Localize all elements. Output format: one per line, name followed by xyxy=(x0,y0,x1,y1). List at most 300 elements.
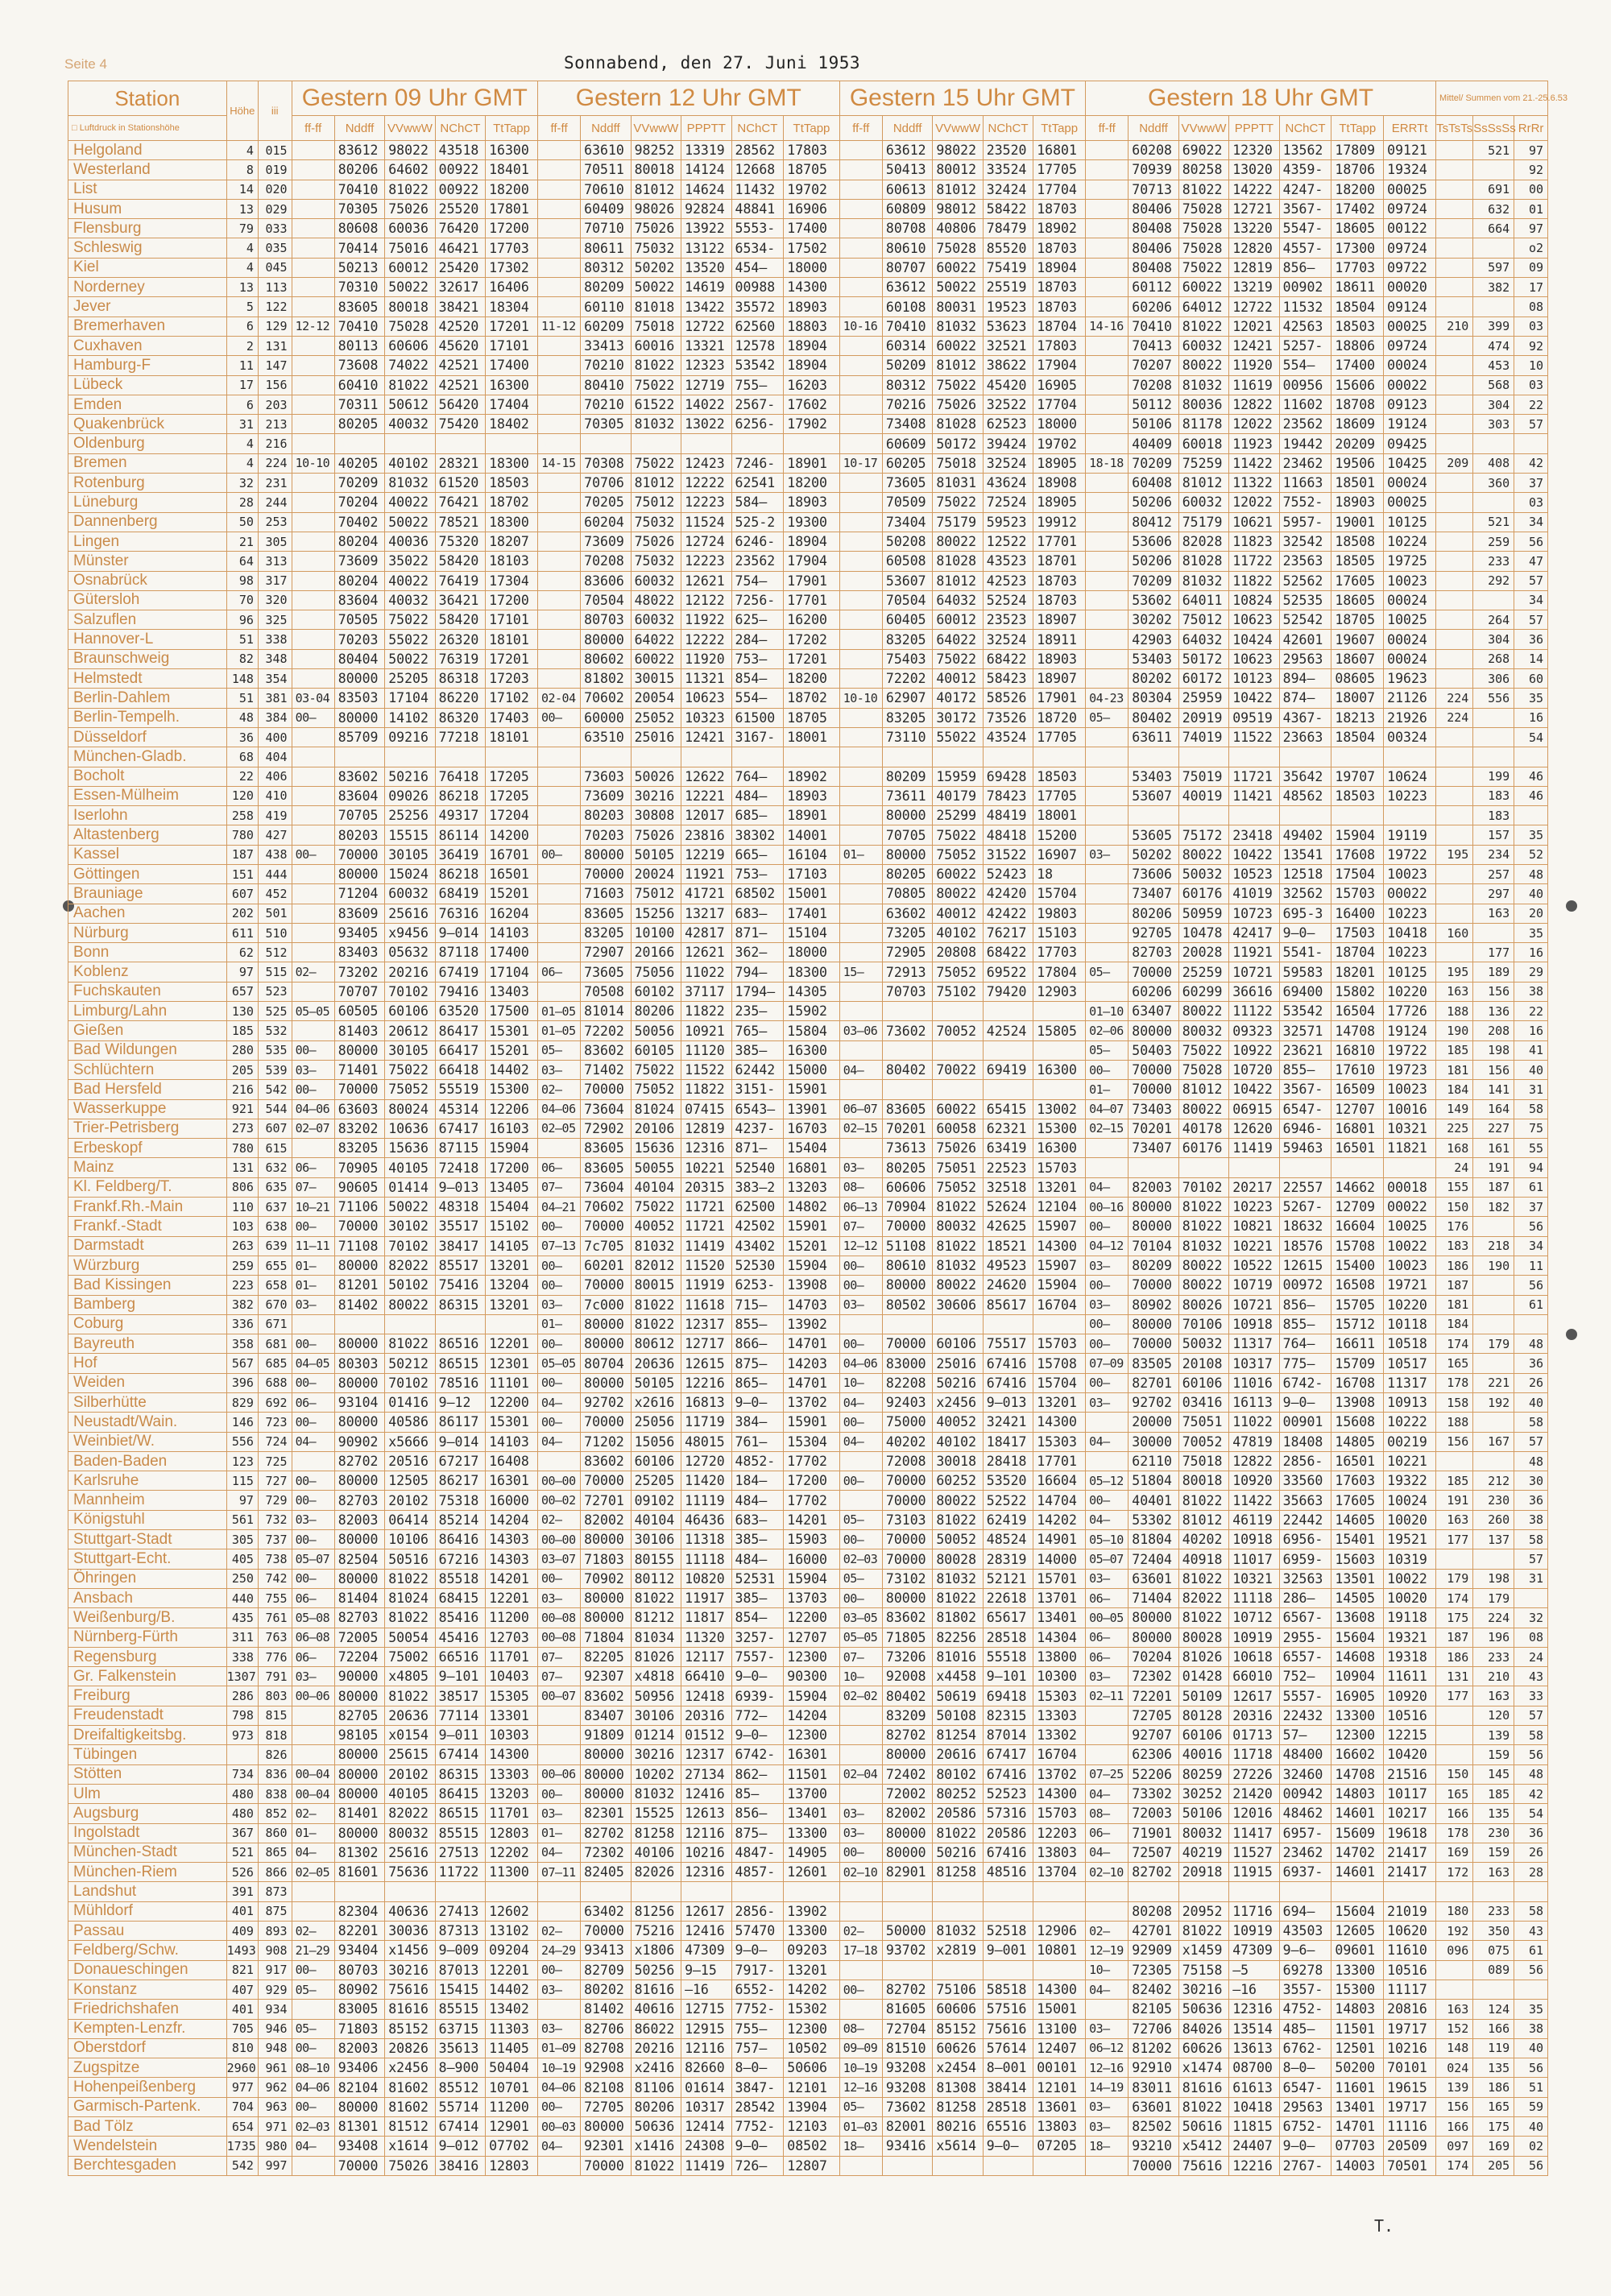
obs-cell xyxy=(983,1314,1033,1334)
station-height: 13 xyxy=(226,278,258,297)
obs-cell: 11721 xyxy=(1229,767,1279,786)
summary-cell: 165 xyxy=(1436,1784,1473,1803)
obs-cell: 40202 xyxy=(882,1432,932,1451)
obs-cell: 25615 xyxy=(385,1745,435,1764)
obs-cell: 35572 xyxy=(731,297,784,316)
obs-cell: 59583 xyxy=(1279,962,1331,982)
summary-cell: 521 xyxy=(1473,141,1514,160)
station-height: 821 xyxy=(226,1960,258,1980)
obs-cell: 05— xyxy=(537,1040,580,1060)
obs-cell: 12201 xyxy=(486,1960,538,1980)
obs-cell: 10321 xyxy=(1384,1119,1436,1138)
obs-cell: 17803 xyxy=(784,141,839,160)
obs-cell: 18704 xyxy=(1331,943,1384,962)
obs-cell: 03— xyxy=(537,1060,580,1079)
obs-cell: 30106 xyxy=(631,1706,681,1725)
obs-cell: 10422 xyxy=(1229,845,1279,864)
obs-cell xyxy=(292,1706,334,1725)
obs-cell: 13204 xyxy=(486,1276,538,1295)
station-number: 946 xyxy=(258,2019,292,2038)
obs-cell: 871— xyxy=(731,1139,784,1158)
obs-cell: 19702 xyxy=(784,180,839,199)
obs-cell: 81022 xyxy=(1178,1491,1228,1510)
obs-cell: 15201 xyxy=(784,1236,839,1256)
table-row xyxy=(68,552,1548,571)
obs-cell: 83605 xyxy=(882,1099,932,1119)
obs-cell: 15701 xyxy=(1033,1569,1086,1588)
obs-cell: 50413 xyxy=(882,160,932,180)
obs-cell xyxy=(1086,1882,1129,1901)
summary-cell: 691 xyxy=(1473,180,1514,199)
station-name: Dannenberg xyxy=(68,512,227,532)
obs-cell: 00024 xyxy=(1384,590,1436,610)
station-height: 409 xyxy=(226,1922,258,1941)
obs-cell: 75052 xyxy=(933,845,983,864)
obs-cell: 74019 xyxy=(1178,727,1228,747)
obs-cell: 40032 xyxy=(385,415,435,434)
obs-cell: 92824 xyxy=(681,199,731,218)
summary-cell: 35 xyxy=(1514,923,1548,942)
obs-cell: 00024 xyxy=(1384,649,1436,668)
obs-cell: 25016 xyxy=(631,727,681,747)
obs-cell: 17704 xyxy=(1033,395,1086,414)
obs-cell: 72404 xyxy=(1129,1549,1178,1569)
obs-cell: 69278 xyxy=(1279,1960,1331,1980)
obs-cell xyxy=(537,493,580,512)
obs-cell: 00022 xyxy=(1384,375,1436,395)
obs-cell: 48462 xyxy=(1279,1804,1331,1823)
obs-cell: 93406 xyxy=(334,2058,384,2078)
obs-cell: 60102 xyxy=(631,982,681,1001)
summary-cell: 208 xyxy=(1473,1021,1514,1040)
summary-cell: 163 xyxy=(1473,1686,1514,1706)
station-number: 244 xyxy=(258,493,292,512)
obs-cell: 73603 xyxy=(581,767,631,786)
summary-cell: 61 xyxy=(1514,1941,1548,1960)
obs-cell: 42521 xyxy=(435,375,485,395)
obs-cell: 82405 xyxy=(581,1863,631,1882)
summary-cell: 52 xyxy=(1514,845,1548,864)
obs-cell: 15— xyxy=(839,962,882,982)
table-row xyxy=(68,258,1548,277)
summary-cell: 161 xyxy=(1473,1139,1514,1158)
obs-cell: 08— xyxy=(839,2019,882,2038)
obs-cell: 80602 xyxy=(581,649,631,668)
obs-cell: 15603 xyxy=(1331,1549,1384,1569)
obs-cell: 59463 xyxy=(1279,1139,1331,1158)
obs-cell: 13520 xyxy=(681,258,731,277)
obs-cell: 45416 xyxy=(435,1628,485,1647)
obs-cell: 694— xyxy=(1279,1901,1331,1921)
obs-cell: 17602 xyxy=(784,395,839,414)
obs-cell: 17302 xyxy=(486,258,538,277)
obs-cell: 18705 xyxy=(784,708,839,727)
station-name: Cuxhaven xyxy=(68,336,227,355)
obs-cell: 93408 xyxy=(334,2137,384,2156)
obs-cell: 72418 xyxy=(435,1158,485,1177)
table-row xyxy=(68,904,1548,923)
obs-cell: 80032 xyxy=(385,1823,435,1843)
summary-cell xyxy=(1473,1276,1514,1295)
obs-cell: 12807 xyxy=(784,2156,839,2175)
obs-cell: 01428 xyxy=(1178,1667,1228,1686)
summary-cell: 185 xyxy=(1473,1784,1514,1803)
obs-cell: 75028 xyxy=(1178,238,1228,258)
obs-cell xyxy=(537,552,580,571)
obs-cell: 52524 xyxy=(983,590,1033,610)
obs-cell: 6742- xyxy=(1279,1373,1331,1392)
obs-cell: 47309 xyxy=(681,1941,731,1960)
summary-cell: 198 xyxy=(1473,1569,1514,1588)
obs-cell: 85152 xyxy=(385,2019,435,2038)
obs-cell: 75179 xyxy=(1178,512,1228,532)
obs-cell: 235— xyxy=(731,1002,784,1021)
obs-cell: 20108 xyxy=(1178,1354,1228,1373)
obs-cell: 52542 xyxy=(1279,610,1331,630)
summary-cell: 233 xyxy=(1473,1647,1514,1666)
obs-cell: 72705 xyxy=(1129,1706,1178,1725)
obs-cell: 81012 xyxy=(1178,1080,1228,1099)
obs-cell: 82703 xyxy=(1129,943,1178,962)
table-row xyxy=(68,532,1548,551)
obs-cell: 15901 xyxy=(784,1217,839,1236)
obs-cell: 81616 xyxy=(385,2000,435,2019)
station-name: Dreifaltigkeitsbg. xyxy=(68,1726,227,1745)
summary-cell: 191 xyxy=(1436,1491,1473,1510)
obs-cell: 86516 xyxy=(435,1334,485,1354)
station-header: Station xyxy=(68,81,227,116)
obs-cell: 50052 xyxy=(933,1530,983,1549)
obs-cell: 775— xyxy=(1279,1354,1331,1373)
obs-cell: 40022 xyxy=(385,571,435,590)
obs-cell: 10217 xyxy=(1384,1804,1436,1823)
obs-cell: 20636 xyxy=(385,1706,435,1725)
obs-cell: 47309 xyxy=(1229,1941,1279,1960)
obs-cell: 18300 xyxy=(486,512,538,532)
summary-cell: 37 xyxy=(1514,474,1548,493)
station-name: Bremerhaven xyxy=(68,316,227,336)
obs-cell: 17705 xyxy=(1033,786,1086,805)
station-name: Regensburg xyxy=(68,1647,227,1666)
station-name: Augsburg xyxy=(68,1804,227,1823)
obs-cell: 15904 xyxy=(784,1256,839,1275)
obs-cell: 70504 xyxy=(882,590,932,610)
obs-cell: 75022 xyxy=(933,493,983,512)
obs-cell: 81258 xyxy=(933,1863,983,1882)
obs-cell: 50105 xyxy=(631,1373,681,1392)
obs-cell: 18706 xyxy=(1331,160,1384,180)
obs-cell xyxy=(537,923,580,942)
obs-cell: 80707 xyxy=(882,258,932,277)
obs-cell: 75616 xyxy=(385,1980,435,1999)
obs-cell: 80000 xyxy=(581,1784,631,1803)
summary-cell: 556 xyxy=(1473,689,1514,708)
obs-cell: 81022 xyxy=(385,375,435,395)
obs-cell: 2567- xyxy=(731,395,784,414)
obs-cell: 05— xyxy=(839,1510,882,1529)
table-row xyxy=(68,1393,1548,1413)
obs-cell xyxy=(1384,806,1436,825)
obs-cell: 73602 xyxy=(882,1021,932,1040)
obs-cell: 00902 xyxy=(1279,278,1331,297)
obs-cell: 80015 xyxy=(631,1276,681,1295)
obs-cell: 67419 xyxy=(435,962,485,982)
obs-cell: 70000 xyxy=(334,1080,384,1099)
obs-cell xyxy=(334,747,384,767)
obs-cell: 00— xyxy=(292,1530,334,1549)
table-row xyxy=(68,1314,1548,1334)
obs-cell: 12300 xyxy=(784,2019,839,2038)
obs-cell: 14222 xyxy=(1229,180,1279,199)
obs-cell: 14-15 xyxy=(537,453,580,473)
obs-cell: 60032 xyxy=(631,610,681,630)
station-name: Bamberg xyxy=(68,1295,227,1314)
obs-cell: 87013 xyxy=(435,1960,485,1980)
obs-cell: 15201 xyxy=(486,884,538,904)
obs-cell: 07205 xyxy=(1033,2137,1086,2156)
obs-cell: 12906 xyxy=(1033,1922,1086,1941)
obs-cell: 00— xyxy=(537,1784,580,1803)
obs-cell: 11921 xyxy=(1229,943,1279,962)
summary-cell: 304 xyxy=(1473,395,1514,414)
obs-cell xyxy=(334,1314,384,1334)
summary-cell xyxy=(1473,1314,1514,1334)
obs-cell: 73206 xyxy=(882,1647,932,1666)
obs-cell: 70511 xyxy=(581,160,631,180)
obs-cell xyxy=(839,434,882,453)
obs-cell: 80258 xyxy=(1178,160,1228,180)
obs-cell: 60000 xyxy=(581,708,631,727)
obs-cell: 83205 xyxy=(882,630,932,649)
station-height: 977 xyxy=(226,2078,258,2097)
obs-cell: 73404 xyxy=(882,512,932,532)
obs-cell: 81012 xyxy=(1178,1510,1228,1529)
obs-cell: 04-23 xyxy=(1086,689,1129,708)
obs-cell: 80022 xyxy=(385,1295,435,1314)
station-name: Ulm xyxy=(68,1784,227,1803)
obs-cell: 13022 xyxy=(681,415,731,434)
obs-cell: 11120 xyxy=(681,1040,731,1060)
summary-cell xyxy=(1514,747,1548,767)
obs-cell: 52530 xyxy=(731,1256,784,1275)
obs-cell: 62500 xyxy=(731,1198,784,1217)
obs-cell: 10920 xyxy=(1229,1471,1279,1491)
obs-cell xyxy=(537,571,580,590)
obs-cell: 10723 xyxy=(1229,904,1279,923)
obs-cell: 60609 xyxy=(882,434,932,453)
obs-cell xyxy=(839,512,882,532)
obs-cell: 80000 xyxy=(581,845,631,864)
obs-cell: 76419 xyxy=(435,571,485,590)
summary-cell: 188 xyxy=(1436,1413,1473,1432)
obs-cell: 10624 xyxy=(1384,767,1436,786)
obs-cell: 75259 xyxy=(1178,453,1228,473)
obs-cell: 40105 xyxy=(385,1784,435,1803)
station-number: 632 xyxy=(258,1158,292,1177)
obs-cell: 50636 xyxy=(631,2116,681,2136)
obs-cell: 9—6— xyxy=(1279,1941,1331,1960)
station-number: 406 xyxy=(258,767,292,786)
station-name: Freudenstadt xyxy=(68,1706,227,1725)
station-height: 1307 xyxy=(226,1667,258,1686)
obs-cell: 18 xyxy=(1033,864,1086,883)
obs-cell: 56420 xyxy=(435,395,485,414)
obs-cell xyxy=(1129,806,1178,825)
obs-cell: 75028 xyxy=(1178,1060,1228,1079)
obs-cell: 17603 xyxy=(1331,1471,1384,1491)
obs-cell: 67414 xyxy=(435,1745,485,1764)
obs-cell: 554— xyxy=(731,689,784,708)
obs-cell: 12316 xyxy=(1229,2000,1279,2019)
obs-cell xyxy=(1086,474,1129,493)
obs-cell: 71603 xyxy=(581,884,631,904)
obs-cell: 80216 xyxy=(933,2116,983,2136)
obs-cell xyxy=(1086,747,1129,767)
obs-cell: 16501 xyxy=(1331,1139,1384,1158)
obs-cell: 15703 xyxy=(1033,1804,1086,1823)
summary-cell: 92 xyxy=(1514,160,1548,180)
summary-cell: 175 xyxy=(1473,2116,1514,2136)
obs-cell: 15303 xyxy=(1033,1432,1086,1451)
obs-cell: 07— xyxy=(839,1647,882,1666)
table-row xyxy=(68,884,1548,904)
station-number: 607 xyxy=(258,1119,292,1138)
table-row xyxy=(68,1080,1548,1099)
station-number: 203 xyxy=(258,395,292,414)
obs-cell: 80018 xyxy=(385,297,435,316)
obs-cell: 58526 xyxy=(983,689,1033,708)
summary-cell xyxy=(1514,1882,1548,1901)
obs-cell: 856— xyxy=(1279,258,1331,277)
obs-cell: 14300 xyxy=(1033,1413,1086,1432)
summary-cell: 187 xyxy=(1436,1276,1473,1295)
obs-cell: 00— xyxy=(537,2097,580,2116)
obs-cell: 71106 xyxy=(334,1198,384,1217)
obs-cell: 10223 xyxy=(1384,786,1436,805)
obs-cell: 16203 xyxy=(784,375,839,395)
obs-cell xyxy=(839,1491,882,1510)
obs-cell: 18908 xyxy=(1033,474,1086,493)
obs-cell: 23462 xyxy=(1279,453,1331,473)
obs-cell xyxy=(1033,1080,1086,1099)
obs-cell: 75018 xyxy=(631,316,681,336)
station-number: 384 xyxy=(258,708,292,727)
summary-cell xyxy=(1473,1882,1514,1901)
obs-cell: 17402 xyxy=(1331,199,1384,218)
obs-cell: 6567- xyxy=(1279,1608,1331,1628)
obs-cell: 73609 xyxy=(581,786,631,805)
obs-cell: 75416 xyxy=(435,1276,485,1295)
station-number: 427 xyxy=(258,825,292,845)
obs-cell: 11701 xyxy=(486,1647,538,1666)
obs-cell: 71803 xyxy=(581,1549,631,1569)
obs-cell: 12222 xyxy=(681,630,731,649)
obs-cell xyxy=(292,512,334,532)
obs-cell: 81402 xyxy=(334,1295,384,1314)
obs-cell: 11823 xyxy=(1229,532,1279,551)
obs-cell xyxy=(1229,1158,1279,1177)
obs-cell: 12221 xyxy=(681,786,731,805)
obs-cell: 76420 xyxy=(435,219,485,238)
obs-cell xyxy=(1178,806,1228,825)
obs-cell: 70706 xyxy=(581,474,631,493)
summary-cell xyxy=(1514,806,1548,825)
obs-cell: 11822 xyxy=(681,1002,731,1021)
obs-cell: 03— xyxy=(839,1804,882,1823)
obs-cell xyxy=(292,571,334,590)
station-name: Düsseldorf xyxy=(68,727,227,747)
obs-cell xyxy=(681,747,731,767)
obs-cell: 19322 xyxy=(1384,1471,1436,1491)
obs-cell: 13922 xyxy=(681,219,731,238)
obs-cell: 15024 xyxy=(385,864,435,883)
obs-cell: 862— xyxy=(731,1764,784,1784)
summary-cell: 60 xyxy=(1514,669,1548,689)
table-row xyxy=(68,1139,1548,1158)
obs-cell: 14300 xyxy=(486,1745,538,1764)
obs-cell: 93413 xyxy=(581,1941,631,1960)
obs-cell: 73526 xyxy=(983,708,1033,727)
obs-cell: 04— xyxy=(1086,1432,1129,1451)
summary-cell: 453 xyxy=(1473,356,1514,375)
summary-cell: 16 xyxy=(1514,1021,1548,1040)
obs-cell: 70504 xyxy=(581,590,631,610)
summary-cell: 184 xyxy=(1436,1080,1473,1099)
obs-cell: 81022 xyxy=(1178,1608,1228,1628)
obs-cell: 38622 xyxy=(983,356,1033,375)
obs-cell xyxy=(1086,786,1129,805)
station-height: 921 xyxy=(226,1099,258,1119)
obs-cell: 10016 xyxy=(1384,1099,1436,1119)
obs-cell: 18904 xyxy=(1033,258,1086,277)
summary-cell: 260 xyxy=(1473,1510,1514,1529)
obs-cell: 83407 xyxy=(581,1706,631,1725)
obs-cell: 02—04 xyxy=(839,1764,882,1784)
obs-cell xyxy=(537,278,580,297)
obs-cell: 764— xyxy=(731,767,784,786)
obs-cell: 10223 xyxy=(1384,943,1436,962)
obs-cell: 06— xyxy=(1086,1588,1129,1607)
summary-cell: 48 xyxy=(1514,1334,1548,1354)
summary-cell: 521 xyxy=(1473,512,1514,532)
obs-cell: 17300 xyxy=(1331,238,1384,258)
obs-cell: 00— xyxy=(292,1217,334,1236)
obs-cell: 64602 xyxy=(385,160,435,180)
table-row xyxy=(68,806,1548,825)
obs-cell: 15636 xyxy=(631,1139,681,1158)
summary-cell xyxy=(1436,552,1473,571)
obs-cell: 00— xyxy=(292,1040,334,1060)
obs-cell: 80408 xyxy=(1129,219,1178,238)
table-row xyxy=(68,649,1548,668)
obs-cell: 81034 xyxy=(631,1628,681,1647)
obs-cell: 16813 xyxy=(681,1393,731,1413)
station-name: Lüneburg xyxy=(68,493,227,512)
obs-cell xyxy=(1033,1960,1086,1980)
station-height: 64 xyxy=(226,552,258,571)
obs-cell: 80708 xyxy=(882,219,932,238)
obs-cell: 15907 xyxy=(1033,1256,1086,1275)
obs-cell xyxy=(292,727,334,747)
obs-cell: 15525 xyxy=(631,1804,681,1823)
summary-cell: 198 xyxy=(1473,1040,1514,1060)
station-name: Frankf.Rh.-Main xyxy=(68,1198,227,1217)
station-name: Berchtesgaden xyxy=(68,2156,227,2175)
summary-cell: 169 xyxy=(1436,1843,1473,1862)
obs-cell: 86218 xyxy=(435,864,485,883)
obs-cell xyxy=(1086,1413,1129,1432)
obs-cell: 81024 xyxy=(631,1099,681,1119)
